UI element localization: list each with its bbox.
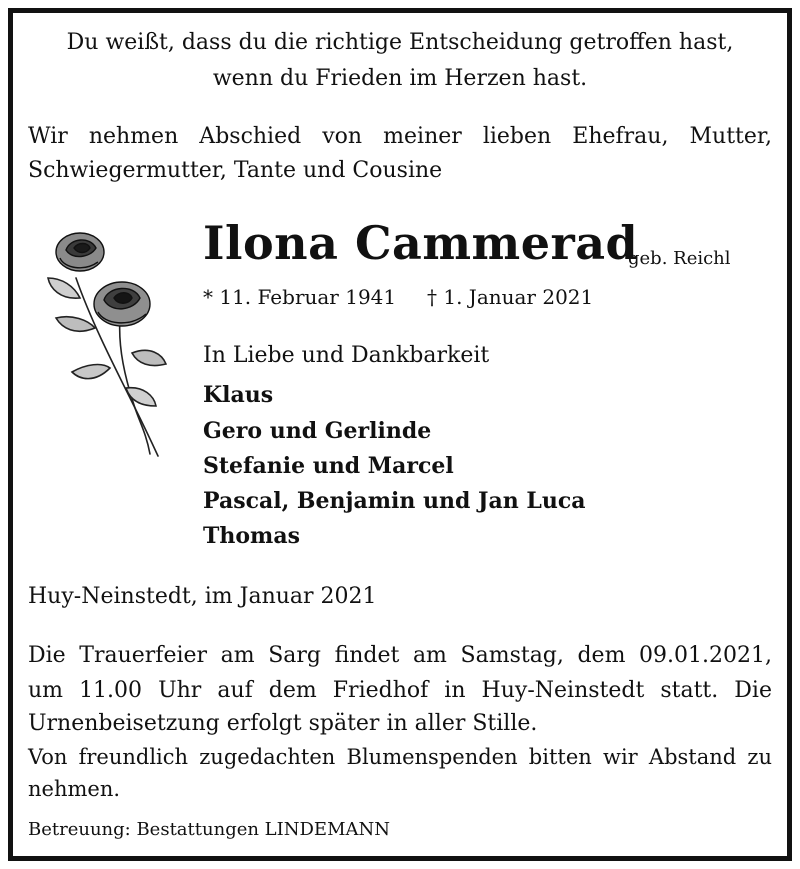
rose-icon [40, 228, 170, 460]
mourner-name: Pascal, Benjamin und Jan Luca [203, 488, 586, 514]
ceremony-line-5: nehmen. [28, 777, 121, 801]
place-date: Huy-Neinstedt, im Januar 2021 [28, 584, 377, 609]
quote-line-2: wenn du Frieden im Herzen hast. [212, 66, 588, 91]
quote-line-1: Du weißt, dass du die richtige Entscheidung getroffen hast, [66, 30, 734, 55]
ceremony-line-1: Die Trauerfeier am Sarg findet am Samstag, dem 09.01.2021, [28, 643, 772, 668]
ceremony-line-4: Von freundlich zugedachten Blumenspenden bitten wir Abstand zu [28, 745, 772, 769]
maiden-name: geb. Reichl [628, 248, 731, 269]
ceremony-line-3: Urnenbeisetzung erfolgt später in aller Stille. [28, 711, 538, 736]
intro-line-1: Wir nehmen Abschied von meiner lieben Ehefrau, Mutter, [28, 124, 772, 149]
funeral-home: Betreuung: Bestattungen LINDEMANN [28, 819, 390, 840]
mourner-name: Klaus [203, 382, 274, 408]
mourners-heading: In Liebe und Dankbarkeit [203, 343, 490, 368]
deceased-name: Ilona Cammerad [203, 216, 639, 270]
ceremony-line-2: um 11.00 Uhr auf dem Friedhof in Huy-Neinstedt statt. Die [28, 678, 772, 703]
mourner-name: Gero und Gerlinde [203, 418, 432, 444]
mourner-name: Thomas [203, 523, 300, 549]
mourner-name: Stefanie und Marcel [203, 453, 454, 479]
intro-line-2: Schwiegermutter, Tante und Cousine [28, 158, 443, 183]
death-date: † 1. Januar 2021 [427, 285, 594, 309]
birth-date: * 11. Februar 1941 [203, 285, 397, 309]
